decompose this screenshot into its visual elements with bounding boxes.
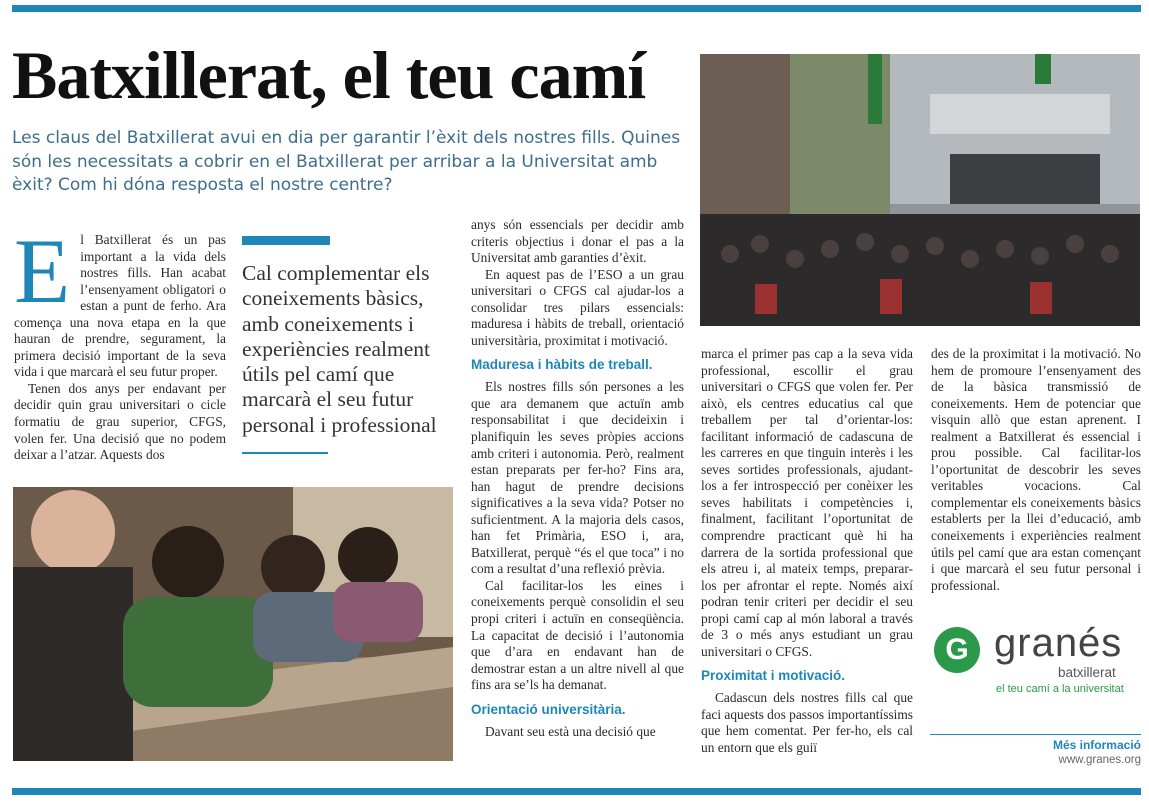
granes-logo[interactable] bbox=[934, 623, 1144, 693]
col2-paragraph: Cal facilitar-los les eines i coneixements perquè consolidin el seu propi criteri i actuïn en conseqüència. La capacitat de decisió i l’autonomia que d’ara en endavant han de demostrar estan a un altre nivell al que fins ara se’ls ha demanat. bbox=[471, 577, 684, 693]
brand-name: granés bbox=[994, 621, 1123, 665]
col3-paragraph: marca el primer pas cap a la seva vida professional, escollir el grau universitari o CFGS que volen fer. Per això, els centres educatius cal que treballem per tal d’orientar-los: facilitant informació de cadascuna de les carreres en que tinguin interès i les seves sortides professionals, ajudant-los a fer introspecció per conèixer les seves habilitats i competències i, finalment, facilitant l’oportunitat de comprendre practicant què hi ha darrera de la sortida professional que els atreu i, al mateix temps, preparar-los per afrontar el repte. Només així podran tenir criteri per decidir el seu propi camí cap al món laboral a través de 3 o més anys estudiant un grau universitari o CFGS. bbox=[701, 346, 913, 659]
col2-paragraph: anys són essencials per decidir amb criteris objectius i donar el pas a la Universitat amb garanties d’èxit. bbox=[471, 217, 684, 266]
column-3 bbox=[701, 346, 913, 757]
column-2 bbox=[471, 217, 684, 740]
crowd-photo-illustration bbox=[700, 54, 1140, 326]
top-rule bbox=[12, 5, 1141, 12]
col1-paragraph: l Batxillerat és un pas important a la vida dels nostres fills. Han acabat l’ensenyament obligatori o estan a punt de ferho. Ara comença una nova etapa en la que hauran de prendre, segurament, la primera decisió important de la seva vida i que marcarà el seu futur proper. bbox=[14, 232, 226, 380]
col2-paragraph: Els nostres fills són persones a les que ara demanem que actuïn amb responsabilitat i que decideixin i planifiquin les seves pròpies accions amb criteri i autonomia. Però, realment estan preparats per fer-ho? Fins ara, han hagut de prendre decisions significatives a la seva vida? Potser no suficientment. A la majoria dels casos, han fet Primària, ESO i, ara, Batxillerat, perquè “és el que toca” i no com a resultat d’una reflexió prèvia. bbox=[471, 379, 684, 577]
column-4 bbox=[931, 346, 1141, 594]
headline: Batxillerat, el teu camí bbox=[12, 37, 646, 113]
brand-tagline: el teu camí a la universitat bbox=[996, 683, 1124, 695]
pull-quote-text: Cal complementar els coneixements bàsics, amb coneixements i experiències realment útils pel camí que marcarà el seu futur personal i professional bbox=[242, 261, 437, 437]
intro-text: Les claus del Batxillerat avui en dia per garantir l’èxit dels nostres fills. Quines són les necessitats a cobrir en el Batxillerat per arribar a la Universitat amb èxit? Com hi dóna resposta el nostre centre? bbox=[12, 128, 681, 195]
col3-paragraph: Cadascun dels nostres fills cal que faci aquests dos passos importantíssims que hem comentat. Per fer-ho, els cal un entorn que els guiï bbox=[701, 690, 914, 756]
col1-paragraph: Tenen dos anys per endavant per decidir quin grau universitari o cicle formatiu de grau superior, CFGS, volen fer. Una decisió que no podem deixar a l’atzar. Aquests dos bbox=[14, 380, 226, 463]
quote-bar bbox=[242, 236, 330, 245]
drop-cap: E bbox=[14, 220, 71, 322]
students-photo-illustration bbox=[13, 487, 453, 761]
info-divider bbox=[930, 734, 1141, 735]
pull-quote bbox=[242, 236, 458, 454]
more-info-label: Més informació bbox=[1052, 738, 1141, 752]
crowd-photo bbox=[700, 54, 1140, 326]
col2-paragraph: Davant seu està una decisió que bbox=[485, 723, 656, 739]
students-photo bbox=[13, 487, 453, 761]
section-heading-proximitat: Proximitat i motivació. bbox=[701, 668, 846, 684]
logo-letter: G bbox=[945, 633, 969, 666]
quote-underline bbox=[242, 452, 328, 454]
column-1 bbox=[14, 220, 226, 464]
section-heading-maduresa: Maduresa i hàbits de treball. bbox=[471, 357, 653, 373]
col2-paragraph: En aquest pas de l’ESO a un grau universitari o CFGS cal ajudar-los a consolidar tres pilars essencials: maduresa i hàbits de treball, orientació universitària, proximitat i motivació. bbox=[471, 266, 684, 348]
col4-paragraph: des de la proximitat i la motivació. No hem de promoure l’ensenyament des de la bàsica transmissió de coneixements. Hem de potenciar que visquin allò que estan aprenent. I realment a Batxillerat és essencial i prou possible. Cal facilitar-los l’oportunitat de descobrir les seves veritables vocacions. Cal complementar els coneixements bàsics establerts per la llei d’educació, amb coneixements i experiències realment útils pel camí que ara estan començant i que marcarà el seu futur personal i professional. bbox=[931, 346, 1141, 593]
bottom-rule bbox=[12, 788, 1141, 795]
section-heading-orientacio: Orientació universitària. bbox=[471, 701, 626, 717]
website-link[interactable]: www.granes.org bbox=[1058, 754, 1141, 766]
brand-subtitle: batxillerat bbox=[1058, 665, 1116, 680]
